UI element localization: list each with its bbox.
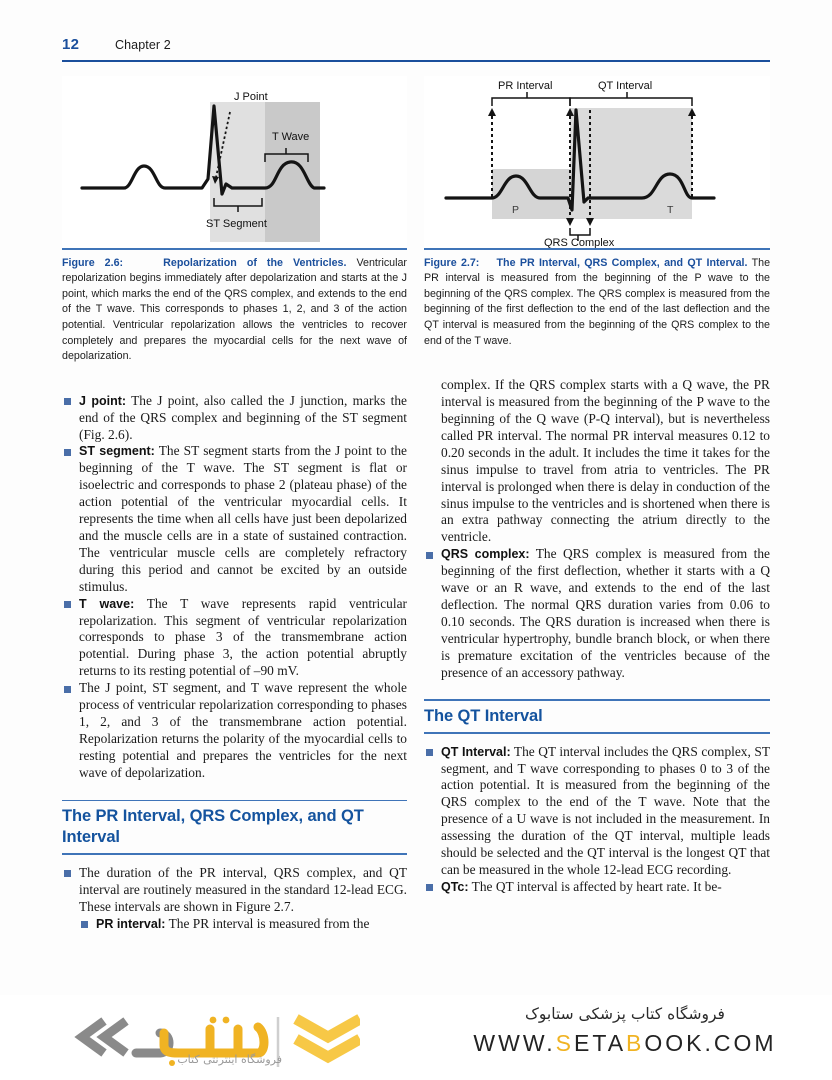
qrs-complex-label: QRS Complex: [544, 237, 615, 248]
footer-tagline: فروشگاه کتاب پزشکی ستابوک: [525, 1005, 725, 1023]
bullet-text: The T wave represents rapid ventricular repolarization. This segment of ventricular repolarization corresponds to phase 3 of the transmembrane action potential. During phase 3, the action potential abruptly returns to its resting potential of –90 mV.: [79, 595, 407, 679]
bullet-term: PR interval:: [96, 916, 166, 931]
bullet-term: ST segment:: [79, 444, 155, 459]
figure-2-6-image: [62, 76, 407, 248]
figure-2-6-title: Repolarization of the Ventricles.: [163, 256, 347, 269]
qt-interval-label: QT Interval: [598, 80, 653, 92]
url-b: B: [626, 1030, 645, 1056]
bullet-text: The QRS complex is measured from the beginning of the first deflection, whether it starts with a Q wave or an R wave, and extends to the end of the last deflection. The normal QRS duration varies from 0.06 to 0.10 seconds. The QRS duration is increased when there is ventricular hypertrophy, bundle branch block, or when there is premature excitation of the ventricles because of the presence of an accessory pathway.: [441, 546, 770, 680]
chevron-left-icon: [82, 1021, 126, 1053]
section-rule-bottom: [424, 732, 770, 734]
footer-url: [455, 1030, 795, 1057]
section-heading-qt-interval: [424, 699, 770, 733]
qt-interval-brace: [570, 92, 692, 106]
figure-2-7-image: [424, 76, 770, 248]
list-item: [62, 865, 407, 916]
chapter-label: Chapter 2: [115, 38, 171, 52]
figure-2-6-label: Figure 2.6:: [62, 256, 124, 269]
bullet-term: J point:: [79, 393, 127, 408]
right-column: [424, 76, 770, 896]
bullet-text: The QT interval is affected by heart rate. It be-: [471, 878, 722, 894]
list-item-sub: [62, 916, 407, 933]
list-item: [424, 546, 770, 681]
st-segment-label: ST Segment: [206, 218, 267, 230]
bullet-term: QTc:: [441, 879, 469, 894]
list-item: [424, 879, 770, 896]
left-bullet-list: [62, 393, 407, 782]
figure-2-7-body: The PR interval is measured from the beginning of the P wave to the beginning of the QRS complex. The QRS complex is measured from the beginning of the first deflection to the end of the last deflection and the QT interval is measured from the beginning of the QRS complex to the end of the T wave.: [424, 256, 771, 347]
logo-dot-2: [223, 1017, 230, 1024]
bullet-text: The ST segment starts from the J point to the beginning of the T wave. The ST segment is flat or isoelectric and corresponds to phase 2 (plateau phase) of the action potential of the ventricular myocardial cells. It represents the time when all cells have just been depolarized and the muscle cells are in a state of sustained contraction. The ventricular muscle cells are completely refractory during this period and cannot be excited by an outside stimulus.: [79, 443, 408, 594]
right-bullet-list-2: [424, 744, 770, 896]
figure-2-6-caption: [62, 256, 407, 365]
bullet-text: The PR interval is measured from the: [168, 915, 370, 931]
p-wave-band: [492, 169, 570, 219]
t-wave-label: T: [667, 204, 674, 216]
bullet-term: QRS complex:: [441, 547, 530, 562]
figure-2-6-body: Ventricular repolarization begins immediately after depolarization and starts at the J point, which marks the end of the QRS complex, and extends to the end of the T wave. This corresponds to phases 1, 2, and 3 of the action potential. Ventricular repolarization allows the ventricles to recover completely and prepares the myocardial cells for the next wave of depolarization.: [62, 256, 407, 363]
footer-right: [455, 1005, 795, 1057]
section-title: The PR Interval, QRS Complex, and QT Interval: [62, 807, 364, 847]
figure-2-7-title: The PR Interval, QRS Complex, and QT Interval.: [496, 256, 748, 269]
gold-chevrons-icon: [296, 1019, 360, 1057]
bullet-text: The QT interval includes the QRS complex, ST segment, and T wave corresponding to phases 0 to 3 of the action potential. It is measured from the beginning of the QRS complex to the end of the T wave. Note that the presence of a U wave is not included in the measurement. In assessing the duration of the QT interval, multiple leads should be selected and the QT interval is the longest QT that can be measured in the whole 12-lead ECG recording.: [441, 743, 770, 877]
figure-2-6-rule: [62, 248, 407, 250]
bullet-term: QT Interval:: [441, 744, 511, 759]
j-point-label: J Point: [234, 91, 268, 103]
list-item: [424, 744, 770, 879]
page-number: 12: [62, 36, 80, 53]
pr-interval-brace: [492, 92, 570, 106]
bullet-text: The J point, ST segment, and T wave represent the whole process of ventricular repolarization corresponding to phases 1, 2, and 3 of the transmembrane action potential. Repolarization returns the polarity of the myocardial cells to resting potential and prepares the ventricles for the next wave of depolarization.: [79, 680, 407, 780]
bullet-term: T wave:: [79, 596, 135, 611]
section-rule-bottom: [62, 853, 407, 855]
pr-interval-label: PR Interval: [498, 80, 553, 92]
p-wave-label: P: [512, 204, 520, 216]
list-item: [62, 443, 407, 595]
list-item: [62, 680, 407, 781]
figure-2-7-caption: [424, 256, 770, 350]
bullet-text: The duration of the PR interval, QRS complex, and QT interval are routinely measured in the standard 12-lead ECG. These intervals are shown in Figure 2.7.: [79, 864, 407, 914]
left-bullet-list-2: [62, 865, 407, 933]
t-wave-label: T Wave: [272, 131, 310, 143]
url-eta: ETA: [574, 1030, 627, 1056]
logo-gold-stroke: [164, 1027, 264, 1053]
figure-2-6: [62, 76, 407, 365]
left-column: [62, 76, 407, 932]
figure-2-7-rule: [424, 248, 770, 250]
bullet-text: The J point, also called the J junction, marks the end of the QRS complex and beginning of the ST segment (Fig. 2.6).: [79, 392, 407, 442]
continuation-paragraph: complex. If the QRS complex starts with a Q wave, the PR interval is measured from the beginning of the P wave to the beginning of the Q wave (P-Q interval), but is nevertheless called PR interval. The normal PR interval measures 0.12 to 0.20 seconds in the adult. It includes the time it takes for the sinus impulse to travel from atria to ventricles. The PR interval is prolonged when there is delay in conduction of the sinus impulse to the ventricles and is shortened when there is an extra pathway connecting the atrium directly to the ventricle.: [441, 377, 770, 545]
arrow-down-qrs-start: [566, 218, 574, 226]
url-prefix: WWW.: [473, 1030, 556, 1056]
t-wave-band: [265, 102, 320, 242]
header-rule: [62, 60, 770, 62]
section-heading-pr-interval: [62, 800, 407, 855]
figure-2-7: [424, 76, 770, 349]
list-item: [62, 393, 407, 444]
running-head: [62, 36, 770, 66]
figure-2-7-label: Figure 2.7:: [424, 256, 480, 269]
url-s: S: [555, 1030, 575, 1056]
arrow-down-qrs-end: [586, 218, 594, 226]
qt-band: [570, 108, 692, 219]
arrow-up-p: [488, 108, 496, 116]
logo-dot-1: [210, 1017, 217, 1024]
url-suffix: OOK.COM: [644, 1030, 777, 1056]
logo-subtitle: فروشگاه اینترنتی کتاب: [177, 1053, 282, 1066]
right-bullet-list: [424, 546, 770, 681]
list-item: [62, 596, 407, 681]
section-title: The QT Interval: [424, 707, 543, 726]
footer-watermark: [0, 995, 832, 1080]
